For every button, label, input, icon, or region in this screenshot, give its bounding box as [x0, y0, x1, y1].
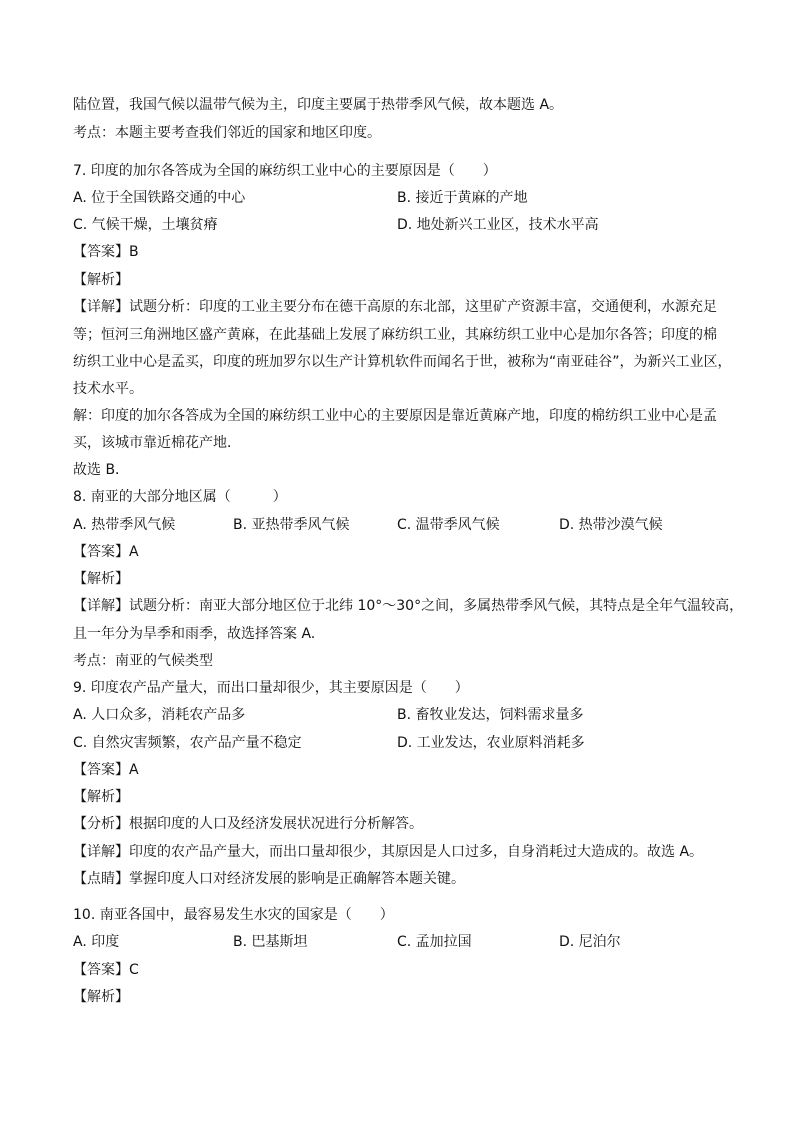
- q9-stem: 9. 印度农产品产量大，而出口量却很少，其主要原因是（ ）: [73, 680, 469, 696]
- q10-option-b: B. 巴基斯坦: [233, 934, 308, 950]
- q7-option-b: B. 接近于黄麻的产地: [397, 190, 528, 206]
- q7-stem: 7. 印度的加尔各答成为全国的麻纺织工业中心的主要原因是（ ）: [73, 163, 497, 179]
- q7-option-a: A. 位于全国铁路交通的中心: [73, 190, 246, 206]
- q9-option-b: B. 畜牧业发达，饲料需求量多: [397, 707, 584, 723]
- q8-detail-line-3: 考点：南亚的气候类型: [73, 653, 213, 669]
- q9-detail-line-3: 【点睛】掌握印度人口对经济发展的影响是正确解答本题关键。: [73, 871, 465, 887]
- q7-answer: 【答案】B: [73, 244, 139, 260]
- q9-option-a: A. 人口众多，消耗农产品多: [73, 707, 246, 723]
- q9-detail-line-1: 【分析】根据印度的人口及经济发展状况进行分析解答。: [73, 816, 423, 832]
- q8-answer: 【答案】A: [73, 544, 139, 560]
- q9-option-d: D. 工业发达，农业原料消耗多: [397, 735, 585, 751]
- q10-option-a: A. 印度: [73, 934, 120, 950]
- q9-analysis-label: 【解析】: [73, 789, 129, 805]
- q9-detail-line-2: 【详解】印度的农产品产量大，而出口量却很少，其原因是人口过多，自身消耗过大造成的。故选 A。: [73, 844, 704, 860]
- q7-detail-line-1: 【详解】试题分析：印度的工业主要分布在德干高原的东北部，这里矿产资源丰富，交通便利，水源充足: [73, 299, 717, 315]
- q9-answer: 【答案】A: [73, 762, 139, 778]
- q7-option-c: C. 气候干燥，土壤贫瘠: [73, 217, 218, 233]
- q10-analysis-label: 【解析】: [73, 989, 129, 1005]
- q10-option-d: D. 尼泊尔: [559, 934, 621, 950]
- q7-detail-line-2: 等；恒河三角洲地区盛产黄麻，在此基础上发展了麻纺织工业，其麻纺织工业中心是加尔各答；印度的棉: [73, 327, 717, 343]
- q8-stem: 8. 南亚的大部分地区属（ ）: [73, 489, 287, 505]
- q7-detail-line-3: 纺织工业中心是孟买，印度的班加罗尔以生产计算机软件而闻名于世，被称为“南亚硅谷”，为新兴工业区，: [73, 354, 732, 370]
- q7-detail-line-5: 解：印度的加尔各答成为全国的麻纺织工业中心的主要原因是靠近黄麻产地，印度的棉纺织工业中心是孟: [73, 408, 717, 424]
- q8-option-b: B. 亚热带季风气候: [233, 517, 350, 533]
- q7-detail-line-7: 故选 B．: [73, 462, 130, 478]
- q10-stem: 10. 南亚各国中，最容易发生水灾的国家是（ ）: [73, 907, 394, 923]
- q10-option-c: C. 孟加拉国: [397, 934, 472, 950]
- intro-line-2: 考点：本题主要考查我们邻近的国家和地区印度。: [73, 125, 381, 141]
- q8-analysis-label: 【解析】: [73, 571, 129, 587]
- q7-option-d: D. 地处新兴工业区，技术水平高: [397, 217, 599, 233]
- q8-option-c: C. 温带季风气候: [397, 517, 500, 533]
- q10-answer: 【答案】C: [73, 962, 139, 978]
- q8-detail-line-2: 且一年分为旱季和雨季，故选择答案 A.: [73, 626, 316, 642]
- q7-analysis-label: 【解析】: [73, 272, 129, 288]
- q8-option-a: A. 热带季风气候: [73, 517, 176, 533]
- q9-option-c: C. 自然灾害频繁，农产品产量不稳定: [73, 735, 302, 751]
- q7-detail-line-6: 买，该城市靠近棉花产地．: [73, 435, 241, 451]
- q8-detail-line-1: 【详解】试题分析：南亚大部分地区位于北纬 10°～30°之间，多属热带季风气候，其特点是全年气温较高，: [73, 598, 744, 614]
- q8-option-d: D. 热带沙漠气候: [559, 517, 663, 533]
- intro-line-1: 陆位置，我国气候以温带气候为主，印度主要属于热带季风气候，故本题选 A。: [73, 97, 564, 113]
- q7-detail-line-4: 技术水平。: [73, 381, 143, 397]
